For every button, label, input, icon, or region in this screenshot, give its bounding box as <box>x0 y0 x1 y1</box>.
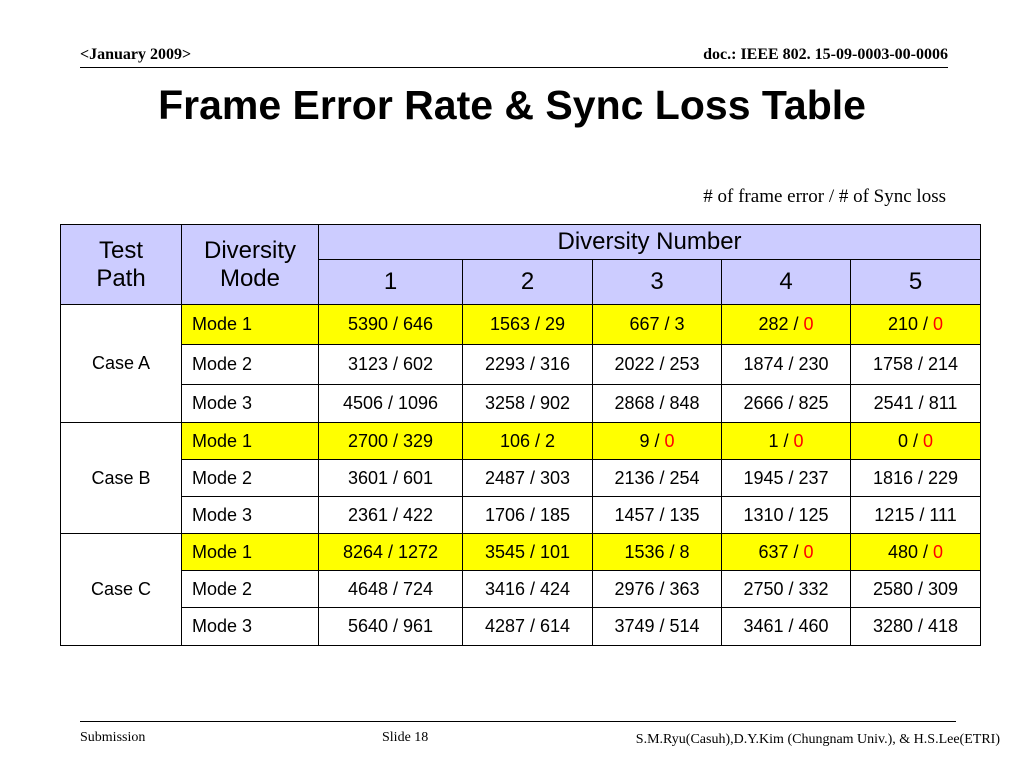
diversity-number-4: 4 <box>722 260 851 305</box>
value-separator: / <box>387 578 403 599</box>
result-cell <box>851 345 981 385</box>
frame-error-count: 3749 <box>614 616 655 636</box>
frame-error-count: 3416 <box>484 578 525 599</box>
frame-error-count: 1758 <box>872 354 913 374</box>
diversity-number-3: 3 <box>593 260 722 305</box>
result-cell <box>463 497 593 534</box>
frame-error-count: 9 <box>639 430 650 451</box>
sync-loss-count: 230 <box>798 354 829 374</box>
sync-loss-count: 125 <box>798 504 829 525</box>
value-separator: / <box>783 504 799 525</box>
frame-error-count: 3280 <box>872 616 913 636</box>
sync-loss-count: 214 <box>928 354 959 374</box>
table-body <box>61 225 981 646</box>
sync-loss-count: 0 <box>933 314 944 334</box>
sync-loss-count: 2 <box>545 430 556 451</box>
value-separator: / <box>788 314 804 334</box>
sync-loss-count: 424 <box>540 578 571 599</box>
frame-error-count: 2487 <box>484 467 525 488</box>
frame-error-count: 2666 <box>743 393 784 413</box>
diversity-mode-cell: Mode 3 <box>182 608 319 646</box>
value-separator: / <box>649 430 665 451</box>
sync-loss-count: 3 <box>674 314 685 334</box>
result-cell <box>319 345 463 385</box>
sync-loss-count: 602 <box>403 354 434 374</box>
frame-error-count: 4506 <box>342 393 383 413</box>
value-separator: / <box>654 578 670 599</box>
diversity-number-1: 1 <box>319 260 463 305</box>
frame-error-count: 1874 <box>743 354 784 374</box>
result-cell <box>463 385 593 423</box>
header-date: <January 2009> <box>80 46 192 63</box>
result-cell <box>319 460 463 497</box>
value-separator: / <box>914 504 930 525</box>
footer-rule <box>80 721 956 722</box>
diversity-number-5: 5 <box>851 260 981 305</box>
result-cell <box>851 571 981 608</box>
result-cell <box>851 497 981 534</box>
frame-error-count: 2868 <box>614 393 655 413</box>
result-cell <box>463 345 593 385</box>
footer-submission: Submission <box>80 730 146 745</box>
frame-error-count: 2750 <box>743 578 784 599</box>
frame-error-count: 1310 <box>743 504 784 525</box>
result-cell <box>851 385 981 423</box>
table-row <box>61 305 981 345</box>
value-separator: / <box>918 314 934 334</box>
result-cell <box>319 385 463 423</box>
frame-error-count: 1945 <box>743 467 784 488</box>
diversity-number-header: Diversity Number <box>319 225 981 260</box>
result-cell <box>593 460 722 497</box>
value-separator: / <box>908 430 924 451</box>
sync-loss-count: 135 <box>669 504 700 525</box>
frame-error-count: 3258 <box>484 393 525 413</box>
frame-error-count: 5640 <box>347 616 388 636</box>
sync-loss-count: 329 <box>403 430 434 451</box>
value-separator: / <box>654 467 670 488</box>
table-row <box>61 497 981 534</box>
result-cell <box>593 345 722 385</box>
sync-loss-count: 0 <box>933 541 944 562</box>
sync-loss-count: 303 <box>540 467 571 488</box>
table-legend: # of frame error / # of Sync loss <box>703 186 946 207</box>
value-separator: / <box>788 541 804 562</box>
result-cell <box>722 497 851 534</box>
sync-loss-count: 418 <box>928 616 959 636</box>
table-row <box>61 571 981 608</box>
frame-error-count: 1457 <box>614 504 655 525</box>
frame-error-count: 3601 <box>347 467 388 488</box>
test-path-cell: Case A <box>61 305 182 423</box>
value-separator: / <box>913 393 929 413</box>
frame-error-count: 2136 <box>614 467 655 488</box>
diversity-mode-cell: Mode 2 <box>182 345 319 385</box>
frame-error-count: 2976 <box>614 578 655 599</box>
value-separator: / <box>524 541 540 562</box>
value-separator: / <box>659 314 675 334</box>
sync-loss-count: 309 <box>928 578 959 599</box>
result-cell <box>463 423 593 460</box>
frame-error-count: 637 <box>758 541 789 562</box>
result-cell <box>463 571 593 608</box>
sync-loss-count: 29 <box>545 314 566 334</box>
frame-error-count: 2580 <box>872 578 913 599</box>
value-separator: / <box>783 616 799 636</box>
value-separator: / <box>778 430 794 451</box>
frame-error-count: 1215 <box>874 504 915 525</box>
result-cell <box>593 385 722 423</box>
sync-loss-count: 460 <box>798 616 829 636</box>
result-cell <box>722 571 851 608</box>
value-separator: / <box>913 578 929 599</box>
value-separator: / <box>382 393 398 413</box>
diversity-mode-cell: Mode 3 <box>182 385 319 423</box>
sync-loss-count: 601 <box>403 467 434 488</box>
sync-loss-count: 646 <box>403 314 434 334</box>
value-separator: / <box>913 354 929 374</box>
value-separator: / <box>783 354 799 374</box>
table-row <box>61 345 981 385</box>
diversity-mode-cell: Mode 1 <box>182 305 319 345</box>
sync-loss-count: 8 <box>679 541 690 562</box>
result-cell <box>722 460 851 497</box>
sync-loss-count: 185 <box>540 504 571 525</box>
diversity-mode-cell: Mode 3 <box>182 497 319 534</box>
sync-loss-count: 614 <box>540 616 571 636</box>
sync-loss-count: 825 <box>798 393 829 413</box>
frame-error-count: 2022 <box>614 354 655 374</box>
result-cell <box>319 571 463 608</box>
diversity-mode-header: Diversity Mode <box>182 225 319 305</box>
frame-error-count: 3123 <box>347 354 388 374</box>
sync-loss-count: 229 <box>928 467 959 488</box>
sync-loss-count: 0 <box>803 541 814 562</box>
value-separator: / <box>654 616 670 636</box>
value-separator: / <box>524 578 540 599</box>
sync-loss-count: 514 <box>669 616 700 636</box>
value-separator: / <box>524 616 540 636</box>
result-cell <box>722 385 851 423</box>
frame-error-count: 3461 <box>743 616 784 636</box>
result-cell <box>463 608 593 646</box>
frame-error-count: 1 <box>768 430 779 451</box>
sync-loss-count: 316 <box>540 354 571 374</box>
result-cell <box>593 534 722 571</box>
result-cell <box>463 305 593 345</box>
sync-loss-count: 0 <box>793 430 804 451</box>
sync-loss-count: 0 <box>803 314 814 334</box>
diversity-mode-cell: Mode 1 <box>182 534 319 571</box>
result-cell <box>319 423 463 460</box>
test-path-cell: Case C <box>61 534 182 646</box>
value-separator: / <box>664 541 680 562</box>
result-cell <box>851 608 981 646</box>
result-cell <box>851 460 981 497</box>
result-cell <box>593 305 722 345</box>
diversity-mode-cell: Mode 2 <box>182 571 319 608</box>
result-cell <box>722 345 851 385</box>
frame-error-count: 8264 <box>342 541 383 562</box>
sync-loss-count: 111 <box>929 504 957 525</box>
result-cell <box>463 534 593 571</box>
frame-error-count: 5390 <box>347 314 388 334</box>
value-separator: / <box>524 504 540 525</box>
result-cell <box>722 534 851 571</box>
frame-error-count: 1536 <box>624 541 665 562</box>
frame-error-count: 1706 <box>484 504 525 525</box>
result-cell <box>319 534 463 571</box>
frame-error-count: 0 <box>897 430 908 451</box>
value-separator: / <box>524 354 540 374</box>
value-separator: / <box>387 430 403 451</box>
sync-loss-count: 811 <box>928 393 958 413</box>
result-cell <box>593 497 722 534</box>
frame-error-count: 282 <box>758 314 789 334</box>
sync-loss-count: 1272 <box>398 541 439 562</box>
frame-error-count: 2361 <box>347 504 388 525</box>
result-cell <box>722 423 851 460</box>
footer-authors: S.M.Ryu(Casuh),D.Y.Kim (Chungnam Univ.), & H.S.Lee(ETRI) <box>635 732 1000 747</box>
diversity-number-2: 2 <box>463 260 593 305</box>
diversity-mode-cell: Mode 2 <box>182 460 319 497</box>
table-row <box>61 385 981 423</box>
frame-error-count: 210 <box>887 314 919 334</box>
frame-error-count: 106 <box>499 430 530 451</box>
result-cell <box>851 534 981 571</box>
sync-loss-count: 332 <box>798 578 829 599</box>
value-separator: / <box>918 541 934 562</box>
value-separator: / <box>783 467 799 488</box>
result-cell <box>593 608 722 646</box>
frame-error-count: 2541 <box>873 393 914 413</box>
frame-error-count: 1563 <box>489 314 530 334</box>
value-separator: / <box>387 467 403 488</box>
value-separator: / <box>387 314 403 334</box>
frame-error-count: 480 <box>887 541 919 562</box>
table-row <box>61 423 981 460</box>
value-separator: / <box>783 393 799 413</box>
table-row <box>61 460 981 497</box>
test-path-cell: Case B <box>61 423 182 534</box>
result-cell <box>319 305 463 345</box>
sync-loss-count: 902 <box>540 393 571 413</box>
result-cell <box>851 305 981 345</box>
sync-loss-count: 101 <box>540 541 571 562</box>
sync-loss-count: 0 <box>664 430 675 451</box>
footer-slide-number: Slide 18 <box>382 730 429 745</box>
frame-error-count: 1816 <box>872 467 913 488</box>
value-separator: / <box>387 504 403 525</box>
sync-loss-count: 0 <box>923 430 934 451</box>
frame-error-count: 4287 <box>484 616 525 636</box>
value-separator: / <box>530 430 546 451</box>
table-header-row <box>61 225 981 260</box>
sync-loss-count: 363 <box>669 578 700 599</box>
sync-loss-count: 724 <box>403 578 434 599</box>
frame-error-count: 2700 <box>347 430 388 451</box>
value-separator: / <box>524 467 540 488</box>
result-cell <box>722 608 851 646</box>
result-cell <box>319 608 463 646</box>
value-separator: / <box>387 354 403 374</box>
header-rule <box>80 67 948 68</box>
frame-error-table <box>60 224 981 646</box>
value-separator: / <box>530 314 546 334</box>
frame-error-count: 3545 <box>484 541 525 562</box>
result-cell <box>463 460 593 497</box>
value-separator: / <box>654 504 670 525</box>
header-doc-id: doc.: IEEE 802. 15-09-0003-00-0006 <box>703 46 948 63</box>
result-cell <box>722 305 851 345</box>
value-separator: / <box>524 393 540 413</box>
frame-error-count: 667 <box>629 314 660 334</box>
sync-loss-count: 237 <box>798 467 829 488</box>
value-separator: / <box>382 541 398 562</box>
table-row <box>61 608 981 646</box>
result-cell <box>593 423 722 460</box>
value-separator: / <box>913 467 929 488</box>
sync-loss-count: 254 <box>669 467 700 488</box>
slide-title: Frame Error Rate & Sync Loss Table <box>158 82 866 128</box>
value-separator: / <box>654 393 670 413</box>
diversity-mode-cell: Mode 1 <box>182 423 319 460</box>
result-cell <box>851 423 981 460</box>
sync-loss-count: 961 <box>403 616 434 636</box>
value-separator: / <box>387 616 403 636</box>
frame-error-count: 4648 <box>347 578 388 599</box>
sync-loss-count: 253 <box>669 354 700 374</box>
result-cell <box>319 497 463 534</box>
test-path-header: Test Path <box>61 225 182 305</box>
sync-loss-count: 848 <box>669 393 700 413</box>
table-row <box>61 534 981 571</box>
value-separator: / <box>783 578 799 599</box>
result-cell <box>593 571 722 608</box>
sync-loss-count: 1096 <box>398 393 439 413</box>
frame-error-count: 2293 <box>484 354 525 374</box>
value-separator: / <box>913 616 929 636</box>
sync-loss-count: 422 <box>403 504 434 525</box>
value-separator: / <box>654 354 670 374</box>
